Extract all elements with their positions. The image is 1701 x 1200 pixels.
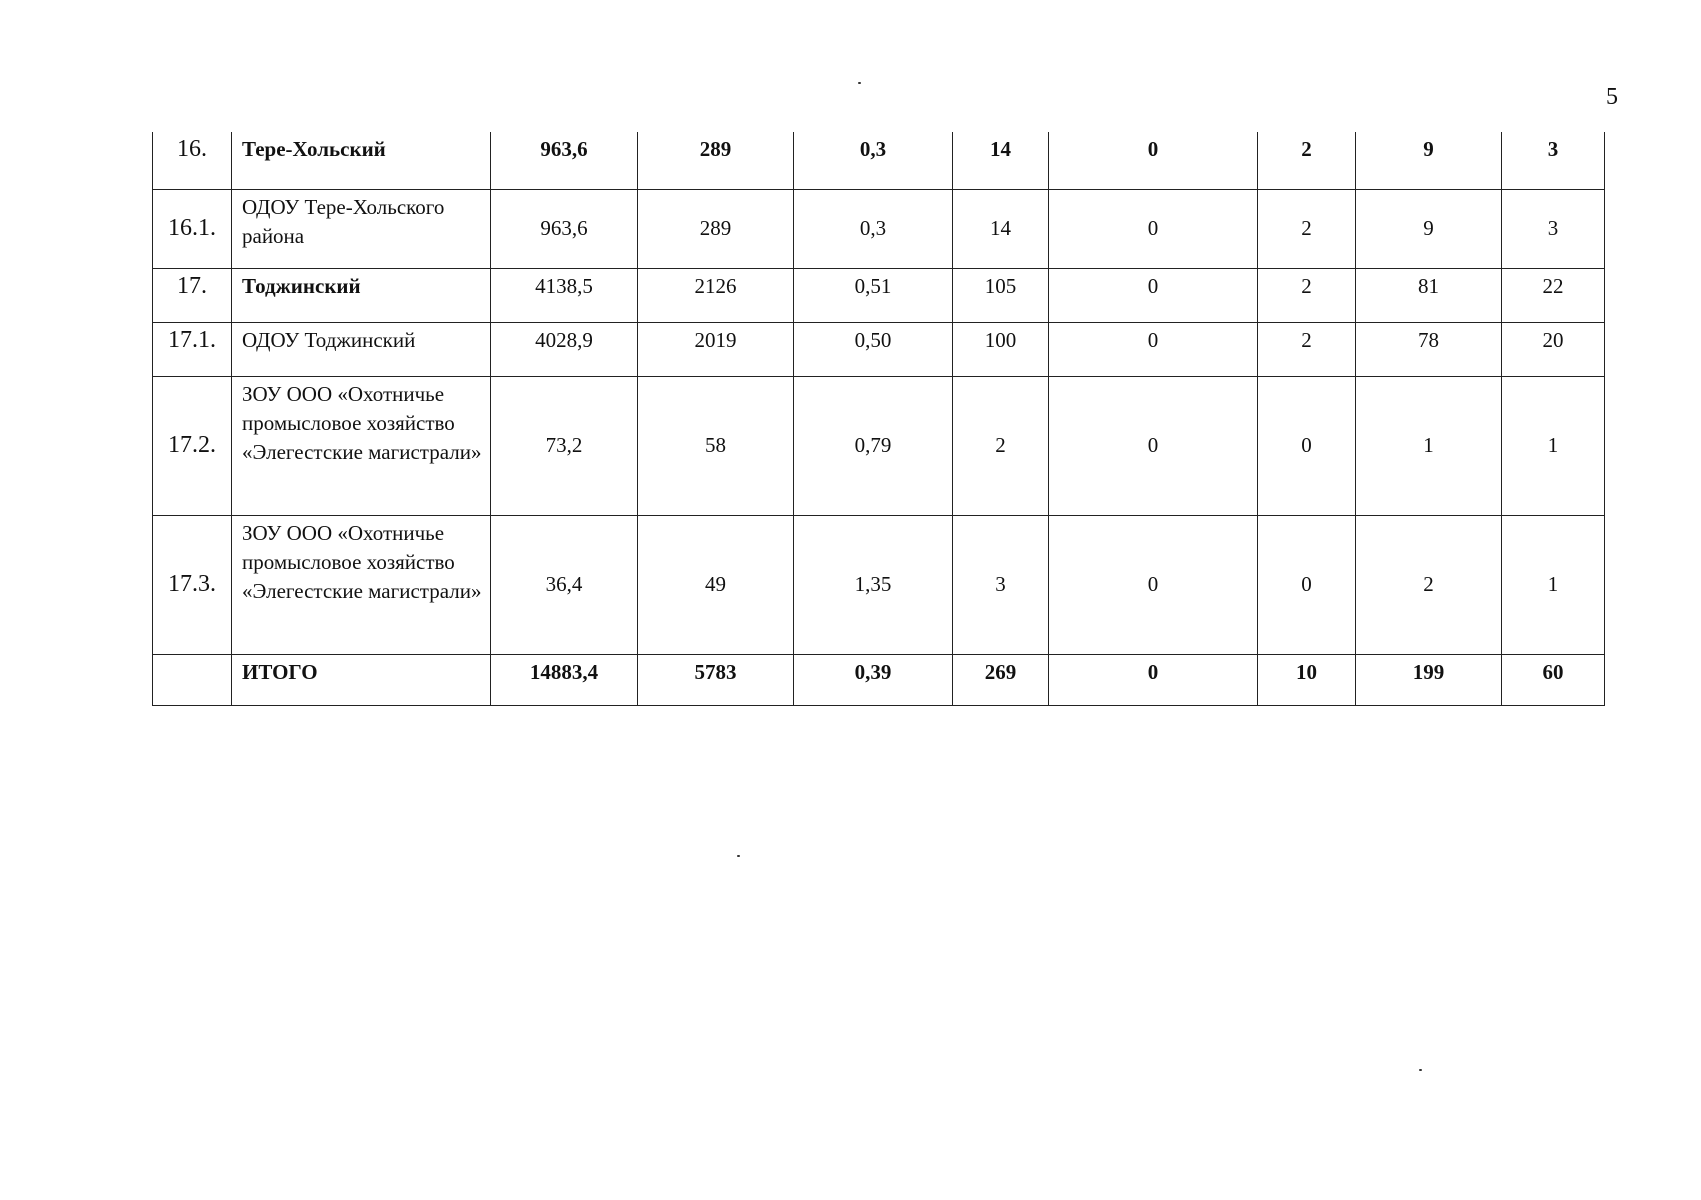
table-cell: 2 <box>1258 322 1356 376</box>
row-name: Тере-Хольский <box>232 132 491 189</box>
row-number: 17. <box>153 268 232 322</box>
table-cell: 105 <box>953 268 1049 322</box>
table-cell: 289 <box>638 132 794 189</box>
table-cell: 0,3 <box>794 132 953 189</box>
table-cell: 2 <box>1258 268 1356 322</box>
table-row-subunit <box>153 376 1605 515</box>
table-cell: 14883,4 <box>491 654 638 705</box>
table-cell: 2126 <box>638 268 794 322</box>
table-cell: 1,35 <box>794 515 953 654</box>
table-cell: 73,2 <box>491 376 638 515</box>
table-cell: 14 <box>953 189 1049 268</box>
table-cell: 963,6 <box>491 132 638 189</box>
scan-speck <box>858 82 861 84</box>
table-cell: 5783 <box>638 654 794 705</box>
table-cell: 78 <box>1356 322 1502 376</box>
page-number: 5 <box>1606 84 1618 110</box>
table-cell: 1 <box>1502 515 1605 654</box>
row-number: 17.1. <box>153 322 232 376</box>
table-cell: 0 <box>1049 132 1258 189</box>
table-cell: 0 <box>1258 515 1356 654</box>
table-cell: 60 <box>1502 654 1605 705</box>
table-cell: 1 <box>1356 376 1502 515</box>
table-row-subunit <box>153 189 1605 268</box>
table-cell: 0 <box>1049 376 1258 515</box>
table-cell: 36,4 <box>491 515 638 654</box>
row-name: ЗОУ ООО «Охотничье промысловое хозяйство «Элегестские магистрали» <box>232 376 491 515</box>
scan-speck <box>737 855 740 857</box>
table-cell: 10 <box>1258 654 1356 705</box>
table-cell: 100 <box>953 322 1049 376</box>
table-cell: 0,3 <box>794 189 953 268</box>
table-cell: 2 <box>1258 132 1356 189</box>
table-cell: 199 <box>1356 654 1502 705</box>
table-cell: 963,6 <box>491 189 638 268</box>
table-cell: 22 <box>1502 268 1605 322</box>
table-row-subunit <box>153 515 1605 654</box>
table-cell: 269 <box>953 654 1049 705</box>
row-name: Тоджинский <box>232 268 491 322</box>
table-cell: 81 <box>1356 268 1502 322</box>
table-cell: 9 <box>1356 189 1502 268</box>
table-cell: 2019 <box>638 322 794 376</box>
table-cell: 49 <box>638 515 794 654</box>
table-cell: 20 <box>1502 322 1605 376</box>
row-name: ОДОУ Тоджинский <box>232 322 491 376</box>
table-cell: 0 <box>1049 515 1258 654</box>
table-cell: 0,39 <box>794 654 953 705</box>
table-cell: 3 <box>1502 132 1605 189</box>
table-cell: 2 <box>1356 515 1502 654</box>
table-cell: 289 <box>638 189 794 268</box>
row-number: 16.1. <box>153 189 232 268</box>
table-row-subunit <box>153 322 1605 376</box>
table-row-district-tere-khol <box>153 132 1605 189</box>
table-cell: 2 <box>1258 189 1356 268</box>
table-cell: 9 <box>1356 132 1502 189</box>
table-cell: 2 <box>953 376 1049 515</box>
row-name: ОДОУ Тере-Хольского района <box>232 189 491 268</box>
row-number: 16. <box>153 132 232 189</box>
scan-speck <box>1419 1069 1422 1071</box>
table-cell: 0 <box>1049 322 1258 376</box>
table-cell: 0,51 <box>794 268 953 322</box>
table-row-district-todzha <box>153 268 1605 322</box>
table-cell: 0 <box>1049 654 1258 705</box>
table-cell: 14 <box>953 132 1049 189</box>
table-cell: 0,79 <box>794 376 953 515</box>
row-name: ЗОУ ООО «Охотничье промысловое хозяйство «Элегестские магистрали» <box>232 515 491 654</box>
table-cell: 0,50 <box>794 322 953 376</box>
row-number <box>153 654 232 705</box>
table-cell: 0 <box>1049 189 1258 268</box>
row-number: 17.3. <box>153 515 232 654</box>
district-summary-table <box>152 132 1605 706</box>
table-cell: 0 <box>1258 376 1356 515</box>
table-cell: 0 <box>1049 268 1258 322</box>
table-cell: 3 <box>1502 189 1605 268</box>
table-cell: 3 <box>953 515 1049 654</box>
table-cell: 4028,9 <box>491 322 638 376</box>
row-number: 17.2. <box>153 376 232 515</box>
table-cell: 58 <box>638 376 794 515</box>
row-name: ИТОГО <box>232 654 491 705</box>
table-cell: 1 <box>1502 376 1605 515</box>
table-row-total <box>153 654 1605 705</box>
table-cell: 4138,5 <box>491 268 638 322</box>
